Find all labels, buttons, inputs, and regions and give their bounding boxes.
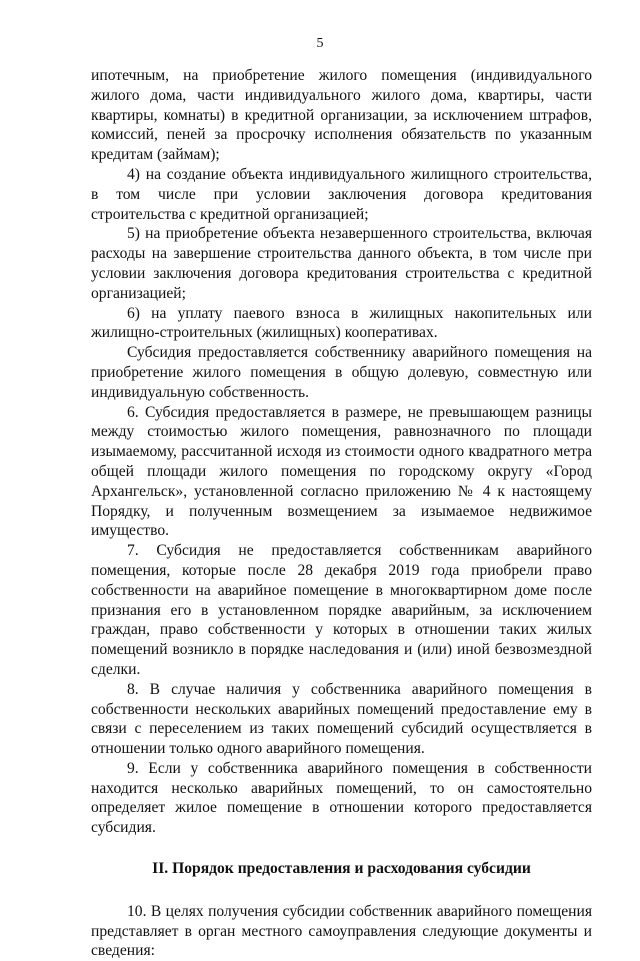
- document-body: [91, 66, 592, 961]
- paragraph: 4) на создание объекта индивидуального жилищного строительства, в том числе при условии заключения договора кредитования строительства с кредитной организацией;: [91, 165, 592, 223]
- section-heading: II. Порядок предоставления и расходования субсидии: [152, 860, 531, 878]
- paragraph: 10. В целях получения субсидии собственник аварийного помещения представляет в орган местного самоуправления следующие документы и сведения:: [91, 902, 592, 960]
- paragraph: 9. Если у собственника аварийного помещения в собственности находится несколько аварийных помещений, то он самостоятельно определяет жилое помещение в отношении которого предоставляется субсидия.: [91, 759, 592, 837]
- paragraph: 8. В случае наличия у собственника аварийного помещения в собственности нескольких аварийных помещений предоставление ему в связи с переселением из таких помещений субсидий осуществляется в отношении только одного аварийного помещения.: [91, 680, 592, 758]
- paragraph: 5) на приобретение объекта незавершенного строительства, включая расходы на завершение строительства данного объекта, в том числе при условии заключения договора кредитования строительства с кредитной организацией;: [91, 225, 592, 302]
- paragraph: Субсидия предоставляется собственнику аварийного помещения на приобретение жилого помещения в общую долевую, совместную или индивидуальную собственность.: [91, 344, 592, 401]
- paragraph: 6. Субсидия предоставляется в размере, не превышающем разницы между стоимостью жилого помещения, равнозначного по площади изымаемому, рассчитанной исходя из стоимости одного квадратного метра общей площади жилого помещения по городскому округу «Город Архангельск», установленной согласно приложению № 4 к настоящему Порядку, и полученным возмещением за изымаемое недвижимое имущество.: [91, 403, 592, 540]
- paragraph: 7. Субсидия не предоставляется собственникам аварийного помещения, которые после 28 декабря 2019 года приобрели право собственности на аварийное помещение в многоквартирном доме после признания его в установленном порядке аварийным, за исключением граждан, право собственности у которых в отношении таких жилых помещений возникло в порядке наследования и (или) иной безвозмездной сделки.: [91, 542, 592, 678]
- paragraph: 6) на уплату паевого взноса в жилищных накопительных или жилищно-строительных (жилищных) кооперативах.: [91, 304, 592, 342]
- paragraph: ипотечным, на приобретение жилого помещения (индивидуального жилого дома, части индивидуального жилого дома, квартиры, части квартиры, комнаты) в кредитной организации, за исключением штрафов, комиссий, пеней за просрочку исполнения обязательств по указанным кредитам (займам);: [91, 67, 592, 164]
- page-number: 5: [316, 36, 324, 51]
